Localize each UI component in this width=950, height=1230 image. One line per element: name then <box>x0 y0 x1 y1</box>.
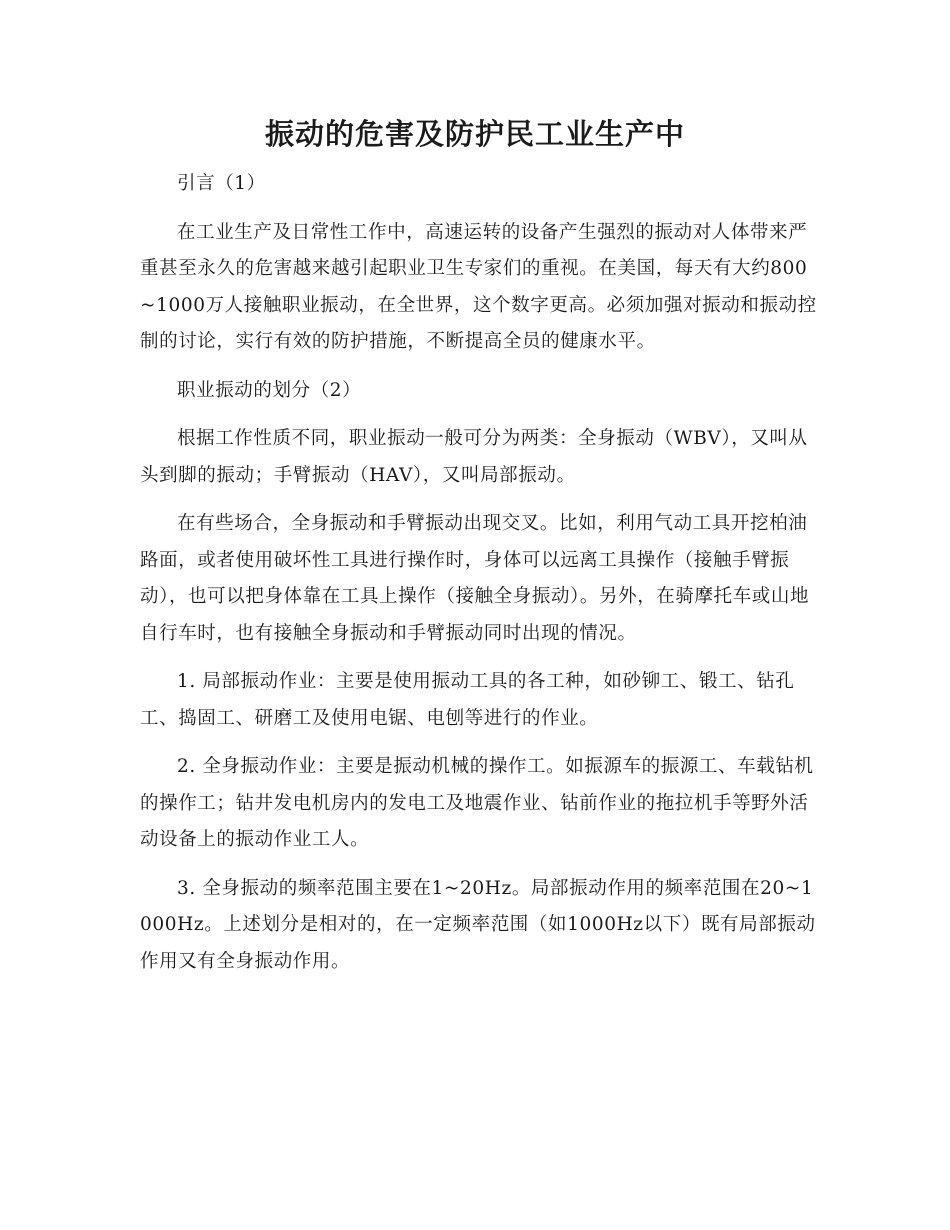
paragraph-intro-heading: 引言（1） <box>177 173 266 194</box>
paragraph-local-vibration: 1. 局部振动作业：主要是使用振动工具的各工种，如砂铆工、锻工、钻孔工、捣固工、研磨工及使用电锯、电刨等进行的作业。 <box>140 671 795 729</box>
paragraph-classification: 根据工作性质不同，职业振动一般可分为两类：全身振动（WBV），又叫从头到脚的振动；手臂振动（HAV），又叫局部振动。 <box>140 428 808 486</box>
paragraph-frequency-range: 3. 全身振动的频率范围主要在1~20Hz。局部振动作用的频率范围在20~1000Hz。上述划分是相对的，在一定频率范围（如1000Hz以下）既有局部振动作用又有全身振动作用。 <box>140 877 816 972</box>
paragraph-intro: 在工业生产及日常性工作中，高速运转的设备产生强烈的振动对人体带来严重甚至永久的危害越来越引起职业卫生专家们的重视。在美国，每天有大约800~1000万人接触职业振动，在全世界，这个数字更高。必须加强对振动和振动控制的讨论，实行有效的防护措施，不断提高全员的健康水平。 <box>140 221 817 352</box>
document-body <box>140 166 820 992</box>
paragraph-overlap: 在有些场合，全身振动和手臂振动出现交叉。比如，利用气动工具开挖柏油路面，或者使用破坏性工具进行操作时，身体可以远离工具操作（接触手臂振动），也可以把身体靠在工具上操作（接触全身振动）。另外，在骑摩托车或山地自行车时，也有接触全身振动和手臂振动同时出现的情况。 <box>140 513 810 644</box>
document-title: 振动的危害及防护民工业生产中 <box>264 117 685 151</box>
paragraph-classification-heading: 职业振动的划分（2） <box>177 379 362 401</box>
paragraph-whole-body-vibration: 2. 全身振动作业：主要是振动机械的操作工。如振源车的振源工、车载钻机的操作工；钻井发电机房内的发电工及地震作业、钻前作业的拖拉机手等野外活动设备上的振动作业工人。 <box>140 756 814 850</box>
